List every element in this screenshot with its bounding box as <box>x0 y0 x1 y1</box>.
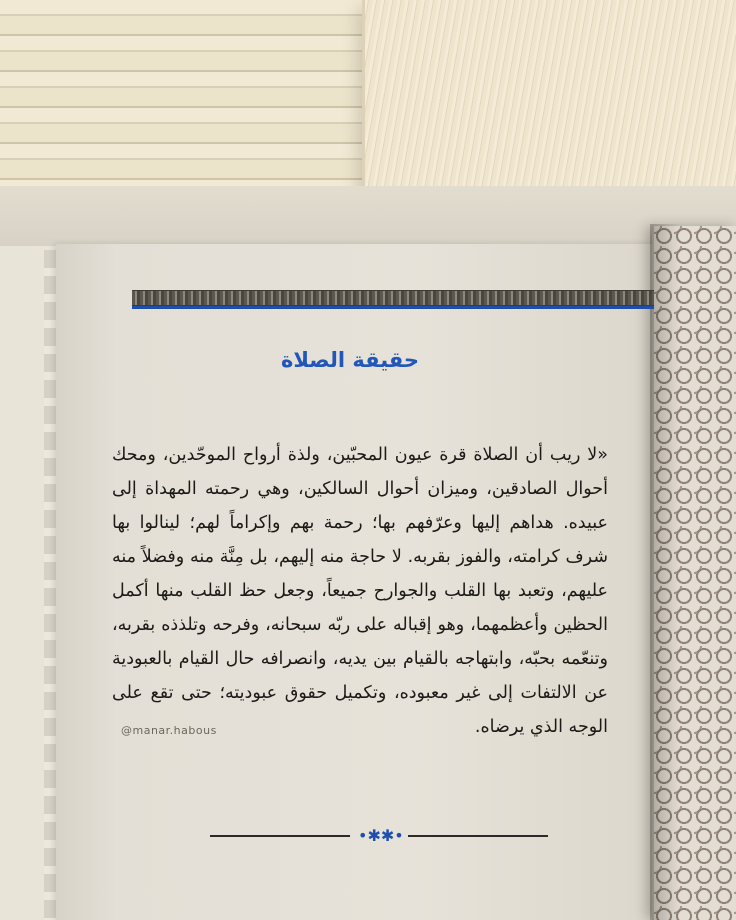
footer-divider <box>210 826 548 846</box>
divider-line-left <box>210 835 350 837</box>
divider-ornament-icon: •✱✱• <box>358 826 404 845</box>
stacked-papers <box>0 0 372 190</box>
background-shadow <box>0 186 736 246</box>
watermark: @manar.habous <box>121 724 217 737</box>
page-title: حقيقة الصلاة <box>280 348 420 372</box>
header-blue-rule <box>132 306 654 309</box>
page-curl-shadow <box>650 224 680 920</box>
body-paragraph: «لا ريب أن الصلاة قرة عيون المحبّين، ولذة أرواح الموحّدين، ومحك أحوال الصادقين، وميزان أحوال السالكين، وهي رحمته المهداة إلى عبيده. هداهم إليها وعرّفهم بها؛ رحمة بهم وإكراماً لهم؛ لينالوا بها شرف كرامته، والفوز بقربه. لا حاجة منه إليهم، بل مِنَّة منه وفضلاً منه عليهم، وتعبد بها القلب والجوارح جميعاً، وجعل حظ القلب منها أكمل الحظين وأعظمهما، وهو إقباله على ربّه سبحانه، وفرحه وتلذذه بقربه، وتنعّمه بحبّه، وابتهاجه بالقيام بين يديه، وانصرافه حال القيام بالعبودية عن الالتفات إلى غير معبوده، وتكميل حقوق عبوديته؛ حتى تقع على الوجه الذي يرضاه. <box>112 445 608 737</box>
divider-line-right <box>408 835 548 837</box>
header-ornament-band <box>132 290 654 306</box>
